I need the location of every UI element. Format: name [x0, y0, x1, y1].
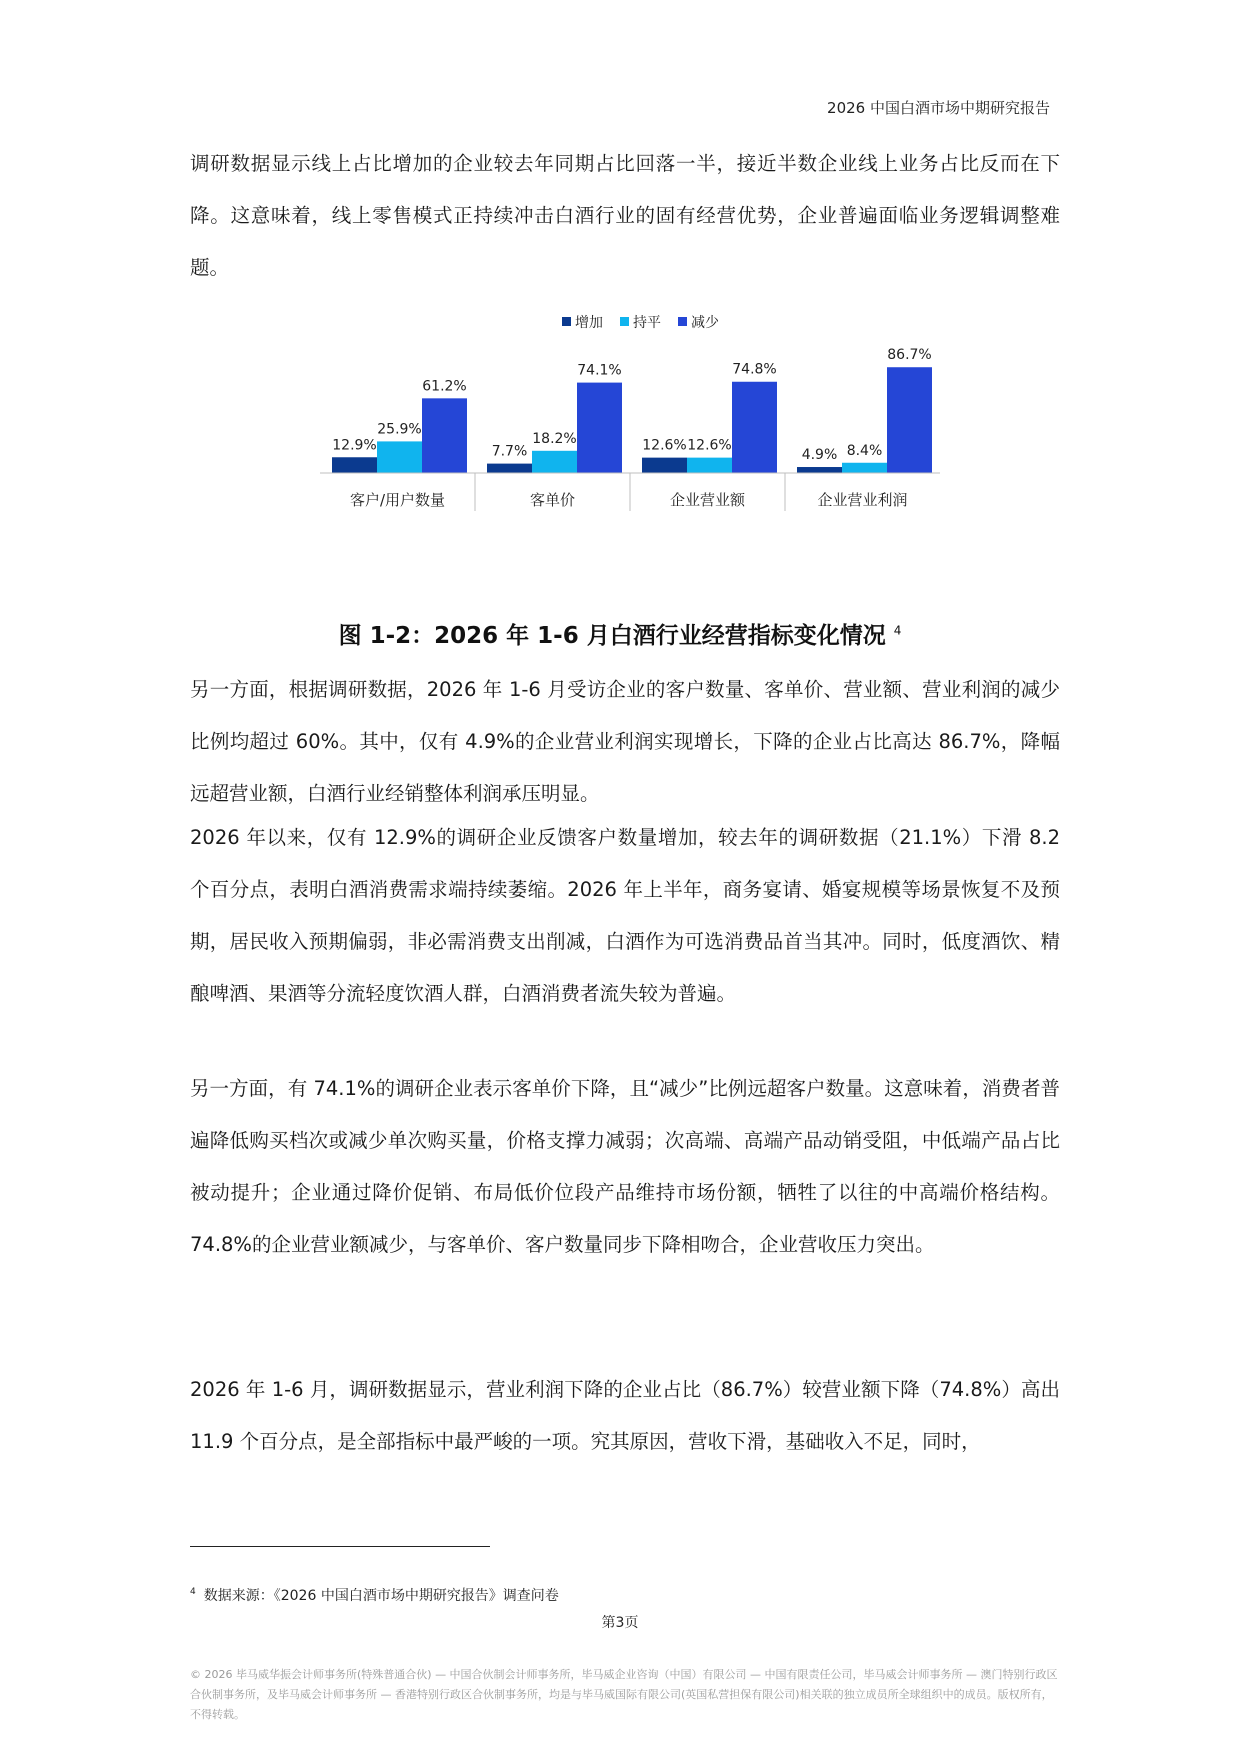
bar — [332, 457, 377, 473]
paragraph-3: 2026 年以来，仅有 12.9%的调研企业反馈客户数量增加，较去年的调研数据（21.1%）下滑 8.2 个百分点，表明白酒消费需求端持续萎缩。2026 年上半年，商务宴请、婚宴规模等场景恢复不及预期，居民收入预期偏弱，非必需消费支出削减，白酒作为可选消费品首当其冲。同时，低度酒饮、精酿啤酒、果酒等分流轻度饮酒人群，白酒消费者流失较为普遍。 — [190, 826, 1060, 1005]
data-label: 12.6% — [687, 437, 732, 454]
chart-legend — [562, 314, 719, 331]
data-label: 74.8% — [732, 361, 777, 378]
figure-caption-text: 图 1-2：2026 年 1-6 月白酒行业经营指标变化情况 — [338, 623, 886, 649]
figure-caption — [0, 617, 1240, 650]
x-tick-label: 企业营业利润 — [817, 491, 908, 509]
page-number: 第3页 — [601, 1615, 639, 1631]
data-label: 61.2% — [422, 378, 467, 395]
bar — [842, 463, 887, 473]
paragraph-4: 另一方面，有 74.1%的调研企业表示客单价下降，且“减少”比例远超客户数量。这意味着，消费者普遍降低购买档次或减少单次购买量，价格支撑力减弱；次高端、高端产品动销受阻，中低端产品占比被动提升；企业通过降价促销、布局低价位段产品维持市场份额，牺牲了以往的中高端价格结构。74.8%的企业营业额减少，与客单价、客户数量同步下降相吻合，企业营收压力突出。 — [190, 1077, 1060, 1256]
data-label: 12.9% — [332, 437, 377, 454]
legend-label: 持平 — [633, 315, 661, 331]
paragraph-1: 调研数据显示线上占比增加的企业较去年同期占比回落一半，接近半数企业线上业务占比反而在下降。这意味着，线上零售模式正持续冲击白酒行业的固有经营优势，企业普遍面临业务逻辑调整难题。 — [190, 152, 1060, 279]
x-tick-label: 企业营业额 — [669, 491, 746, 509]
x-tick-label: 客单价 — [529, 491, 576, 509]
bar — [797, 467, 842, 473]
legend-label: 增加 — [575, 315, 603, 331]
legend-label: 减少 — [691, 315, 719, 331]
bar — [532, 451, 577, 473]
bar — [887, 367, 932, 473]
bar — [642, 458, 687, 473]
paragraph-2: 另一方面，根据调研数据，2026 年 1-6 月受访企业的客户数量、客单价、营业额、营业利润的减少比例均超过 60%。其中，仅有 4.9%的企业营业利润实现增长，下降的企业占比高达 86.7%，降幅远超营业额，白酒行业经销整体利润承压明显。 — [190, 678, 1060, 805]
footnote-text: 数据来源：《2026 中国白酒市场中期研究报告》调查问卷 — [203, 1588, 559, 1604]
data-label: 74.1% — [577, 362, 622, 379]
data-label: 12.6% — [642, 437, 687, 454]
legend-swatch — [562, 317, 571, 326]
paragraph-5: 2026 年 1-6 月，调研数据显示，营业利润下降的企业占比（86.7%）较营业额下降（74.8%）高出 11.9 个百分点，是全部指标中最严峻的一项。究其原因，营收下滑，基础收入不足，同时， — [190, 1378, 1060, 1453]
copyright-notice: © 2026 毕马威华振会计师事务所(特殊普通合伙) — 中国合伙制会计师事务所，毕马威企业咨询（中国）有限公司 — 中国有限责任公司，毕马威会计师事务所 — 澳门特别行政区合伙制事务所，及毕马威会计师事务所 — 香港特别行政区合伙制事务所，均是与毕马威国际有限公司(英国私营担保有限公司)相关联的独立成员所全球组织中的成员。版权所有，不得转载。 — [190, 1668, 1058, 1721]
bar-chart — [300, 315, 960, 580]
bar — [732, 382, 777, 473]
bar — [577, 383, 622, 473]
bar — [422, 398, 467, 473]
data-label: 7.7% — [491, 443, 528, 460]
x-tick-label: 客户/用户数量 — [349, 491, 446, 509]
legend-swatch — [678, 317, 687, 326]
data-label: 4.9% — [801, 447, 838, 464]
bar — [377, 441, 422, 473]
footnote-divider — [190, 1546, 490, 1547]
running-header: 2026 中国白酒市场中期研究报告 — [827, 99, 1050, 117]
data-label: 8.4% — [846, 442, 883, 459]
footnote-marker: 4 — [190, 1587, 196, 1598]
bar — [487, 464, 532, 473]
data-label: 86.7% — [887, 347, 932, 364]
bar — [687, 458, 732, 473]
data-label: 18.2% — [532, 430, 577, 447]
data-label: 25.9% — [377, 421, 422, 438]
legend-swatch — [620, 317, 629, 326]
footnote — [190, 1585, 559, 1605]
footnote-reference: 4 — [893, 623, 902, 638]
